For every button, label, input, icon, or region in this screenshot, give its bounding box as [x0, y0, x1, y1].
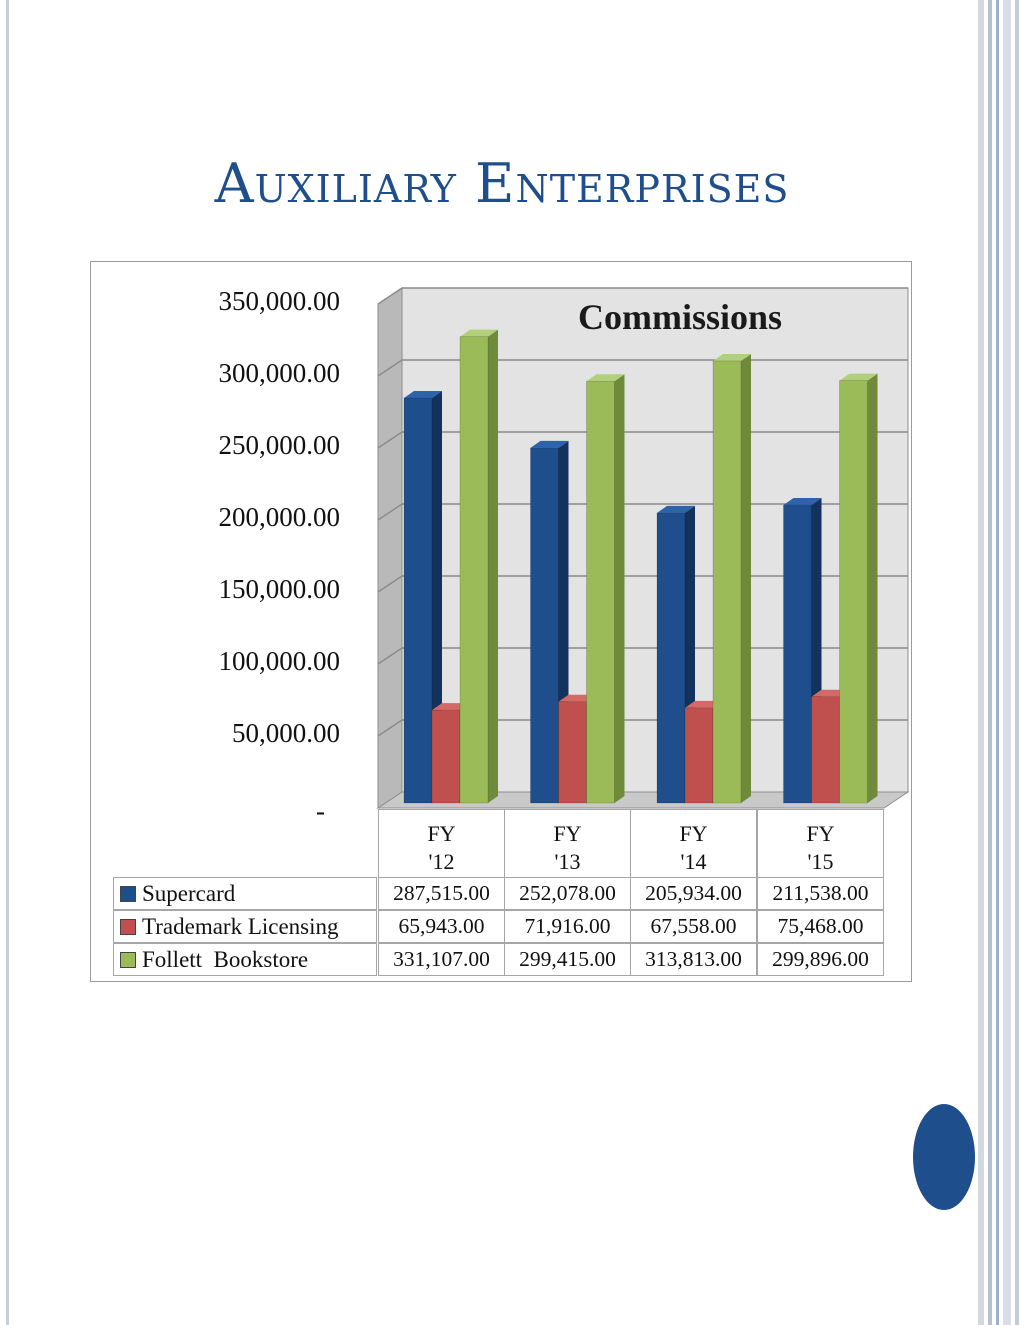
page-indicator-dot	[913, 1104, 975, 1210]
y-tick-label: 50,000.00	[232, 718, 340, 748]
table-value-cell: 75,468.00	[757, 910, 884, 943]
y-tick-label: 300,000.00	[218, 358, 340, 388]
legend-label: Trademark Licensing	[142, 913, 339, 939]
category-label: FY '13	[504, 809, 631, 877]
legend-swatch	[120, 952, 136, 968]
legend-entry	[113, 943, 377, 976]
chart-side-wall	[378, 288, 402, 808]
table-value-cell: 67,558.00	[630, 910, 757, 943]
slide-title: Auxiliary Enterprises	[214, 152, 790, 215]
category-label: FY '12	[378, 809, 505, 877]
bar-follett-bookstore	[460, 337, 488, 803]
bar-trademark-licensing	[432, 710, 460, 803]
table-value-cell: 252,078.00	[504, 877, 631, 910]
bar-follett-bookstore	[713, 361, 741, 803]
bar-supercard	[657, 513, 685, 803]
y-tick-label: 150,000.00	[218, 574, 340, 604]
legend-label: Supercard	[142, 880, 236, 906]
table-value-cell: 211,538.00	[757, 877, 884, 910]
y-tick-label: -	[316, 796, 325, 826]
table-value-cell: 287,515.00	[378, 877, 505, 910]
y-tick-label: 100,000.00	[218, 646, 340, 676]
bar-supercard	[404, 398, 432, 803]
bar-follett-bookstore	[587, 381, 615, 803]
y-tick-label: 350,000.00	[218, 286, 340, 316]
table-value-cell: 313,813.00	[630, 943, 757, 976]
table-value-cell: 71,916.00	[504, 910, 631, 943]
legend-swatch	[120, 886, 136, 902]
bar-follett-bookstore-side	[615, 374, 625, 803]
legend-entry	[113, 877, 377, 910]
category-label: FY '14	[630, 809, 757, 877]
table-value-cell: 299,415.00	[504, 943, 631, 976]
category-label: FY '15	[757, 809, 884, 877]
table-value-cell: 65,943.00	[378, 910, 505, 943]
y-tick-label: 200,000.00	[218, 502, 340, 532]
bar-supercard	[784, 505, 812, 803]
bar-trademark-licensing	[685, 708, 713, 803]
bar-follett-bookstore	[840, 381, 868, 803]
table-value-cell: 331,107.00	[378, 943, 505, 976]
bar-trademark-licensing	[559, 702, 587, 803]
bar-follett-bookstore-side	[488, 330, 498, 803]
bar-supercard	[531, 448, 559, 803]
table-value-cell: 299,896.00	[757, 943, 884, 976]
bar-follett-bookstore-side	[868, 374, 878, 803]
bar-follett-bookstore-side	[741, 354, 751, 803]
legend-swatch	[120, 919, 136, 935]
chart-title: Commissions	[577, 297, 783, 337]
bar-trademark-licensing	[812, 697, 840, 803]
y-tick-label: 250,000.00	[218, 430, 340, 460]
table-value-cell: 205,934.00	[630, 877, 757, 910]
legend-entry	[113, 910, 377, 943]
legend-label: Follett Bookstore	[142, 946, 309, 972]
